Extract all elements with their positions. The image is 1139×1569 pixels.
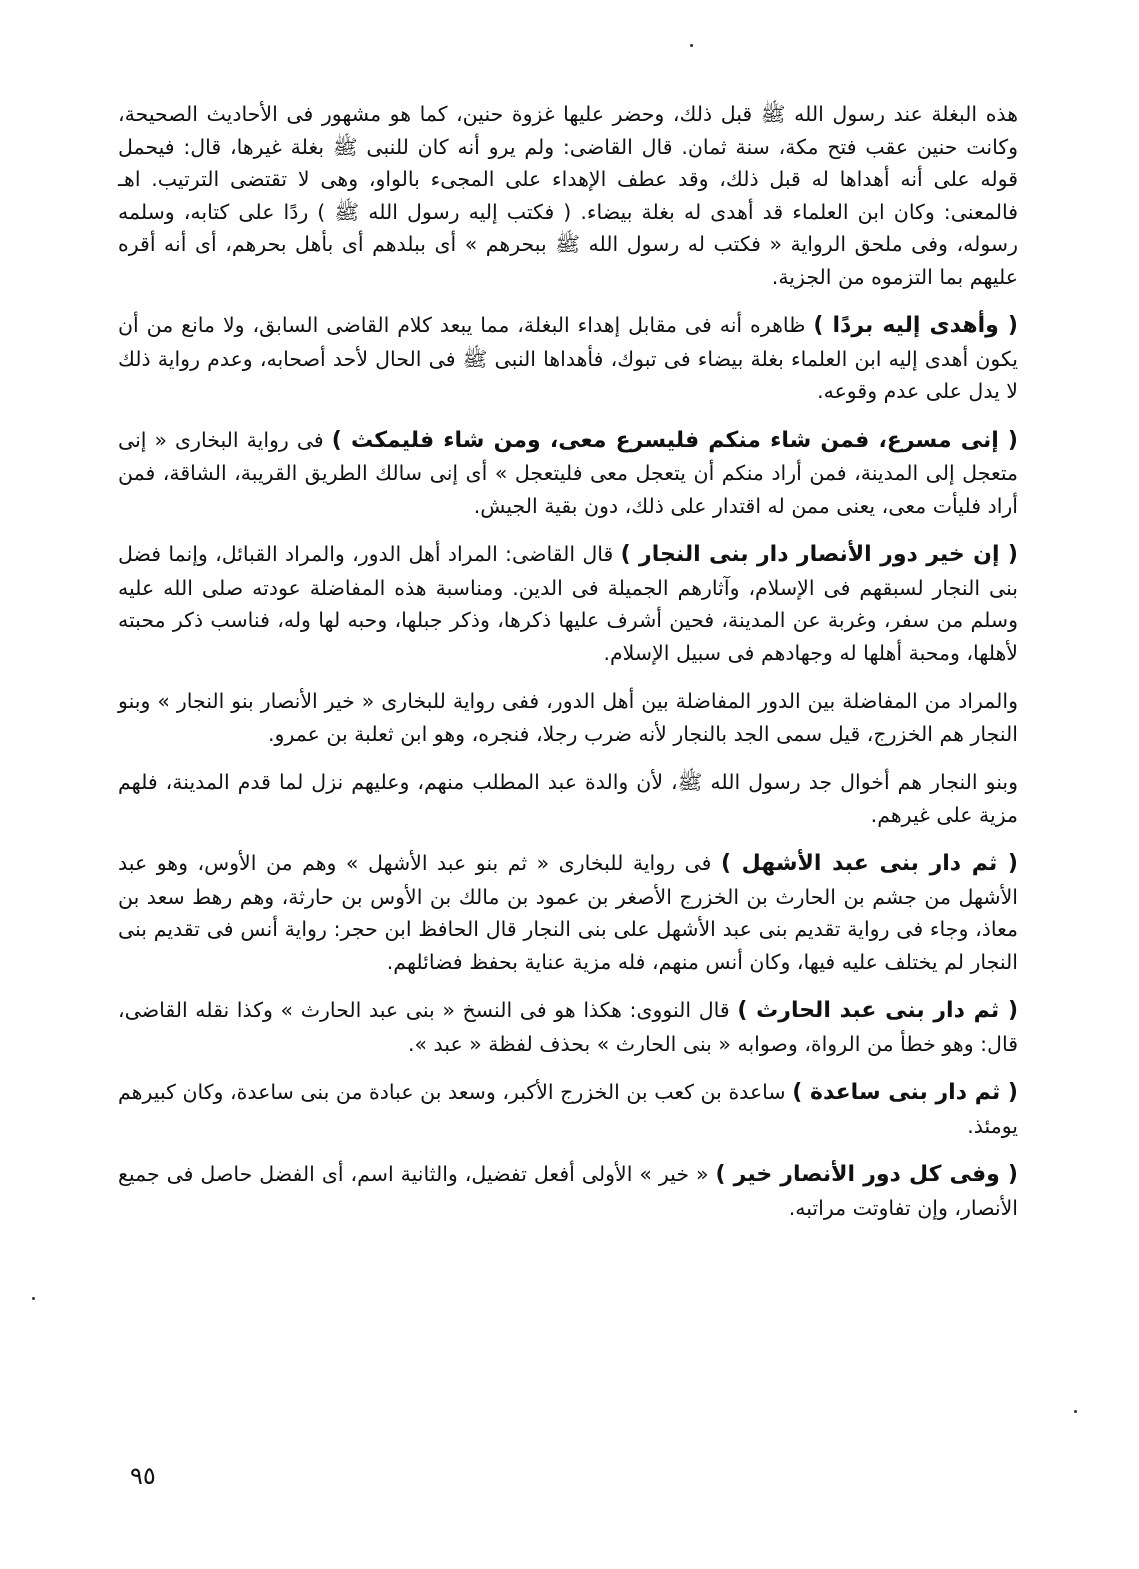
paragraph-3 <box>118 424 1018 523</box>
paragraph-text: هذه البغلة عند رسول الله ﷺ قبل ذلك، وحضر عليها غزوة حنين، كما هو مشهور فى الأحاديث الصحيحة، وكانت حنين عقب فتح مكة، سنة ثمان. قال القاضى: ولم يرو أنه كان للنبى ﷺ بغلة غيرها، قال: فيحمل قوله على أنه أهداها له قبل ذلك، وقد عطف الإهداء على المجىء بالواو، وهى لا تقتضى الترتيب. اهـ فالمعنى: وكان ابن العلماء قد أهدى له بغلة بيضاء. ( فكتب إليه رسول الله ﷺ ) ردًا على كتابه، وسلمه رسوله، وفى ملحق الرواية « فكتب له رسول الله ﷺ ببحرهم » أى ببلدهم أى بأهل بحرهم، أى أنه أقره عليهم بما التزموه من الجزية. <box>118 102 1018 289</box>
hadith-phrase: ( ثم دار بنى عبد الحارث ) <box>737 998 1018 1023</box>
hadith-phrase: ( وفى كل دور الأنصار خير ) <box>715 1162 1018 1187</box>
paragraph-1 <box>118 98 1018 293</box>
paragraph-text: قال النووى: هكذا هو فى النسخ « بنى عبد الحارث » وكذا نقله القاضى، قال: وهو خطأ من الرواة، وصوابه « بنى الحارث » بحذف لفظة « عبد ». <box>118 998 1018 1056</box>
page-number: ٩٥ <box>130 1462 156 1490</box>
paragraph-text: فى رواية للبخارى « ثم بنو عبد الأشهل » وهم من الأوس، وهو عبد الأشهل من جشم بن الحارث بن الخزرج الأصغر بن عمود بن مالك بن الأوس بن حارثة، وهم رهط سعد بن معاذ، وجاء فى رواية تقديم بنى عبد الأشهل على بنى النجار قال الحافظ ابن حجر: رواية أنس فى تقديم بنى النجار لم يختلف عليه فيها، وكان أنس منهم، فله مزية عناية بحفظ فضائلهم. <box>118 851 1018 974</box>
hadith-phrase: ( إنى مسرع، فمن شاء منكم فليسرع معى، ومن شاء فليمكث ) <box>331 427 1018 453</box>
scan-speck <box>1074 1410 1077 1413</box>
page-body <box>118 98 1018 1240</box>
paragraph-6 <box>118 766 1018 831</box>
scan-speck <box>32 1297 35 1300</box>
hadith-phrase: ( وأهدى إليه بردًا ) <box>813 313 1018 338</box>
paragraph-text: فى رواية البخارى « إنى متعجل إلى المدينة، فمن أراد منكم أن يتعجل معى فليتعجل » أى إنى سالك الطريق القريبة، الشاقة، فمن أراد فليأت معى، يعنى ممن له اقتدار على ذلك، دون بقية الجيش. <box>118 427 1018 518</box>
paragraph-8 <box>118 994 1018 1060</box>
paragraph-9 <box>118 1076 1018 1142</box>
paragraph-text: ظاهره أنه فى مقابل إهداء البغلة، مما يبعد كلام القاضى السابق، ولا مانع من أن يكون أهدى إليه ابن العلماء بغلة بيضاء فى تبوك، فأهداها النبى ﷺ فى الحال لأحد أصحابه، وعدم رواية ذلك لا يدل على عدم وقوعه. <box>118 313 1018 403</box>
paragraph-10 <box>118 1158 1018 1224</box>
scan-speck <box>690 44 693 47</box>
paragraph-text: قال القاضى: المراد أهل الدور، والمراد القبائل، وإنما فضل بنى النجار لسبقهم فى الإسلام، وآثارهم الجميلة فى الدين. ومناسبة هذه المفاضلة عودته صلى الله عليه وسلم من سفر، وغربة عن المدينة، فحين أشرف عليها ذكرها، وذكر جبلها، وحبه لها وله، فناسب ذكر محبته لأهلها، ومحبة أهلها له وجهادهم فى سبيل الإسلام. <box>118 542 1018 665</box>
hadith-phrase: ( إن خير دور الأنصار دار بنى النجار ) <box>620 542 1018 567</box>
paragraph-2 <box>118 309 1018 408</box>
paragraph-7 <box>118 847 1018 978</box>
paragraph-text: « خير » الأولى أفعل تفضيل، والثانية اسم، أى الفضل حاصل فى جميع الأنصار، وإن تفاوتت مراتبه. <box>118 1162 1018 1220</box>
paragraph-text: ساعدة بن كعب بن الخزرج الأكبر، وسعد بن عبادة من بنى ساعدة، وكان كبيرهم يومئذ. <box>118 1080 1018 1138</box>
hadith-phrase: ( ثم دار بنى عبد الأشهل ) <box>720 851 1018 876</box>
paragraph-4 <box>118 538 1018 669</box>
paragraph-text: وبنو النجار هم أخوال جد رسول الله ﷺ، لأن والدة عبد المطلب منهم، وعليهم نزل لما قدم المدينة، فلهم مزية على غيرهم. <box>118 770 1018 827</box>
hadith-phrase: ( ثم دار بنى ساعدة ) <box>792 1080 1018 1105</box>
paragraph-text: والمراد من المفاضلة بين الدور المفاضلة بين أهل الدور، ففى رواية للبخارى « خير الأنصار بنو النجار » وبنو النجار هم الخزرج، قيل سمى الجد بالنجار لأنه ضرب رجلا، فنجره، وهو ابن ثعلبة بن عمرو. <box>118 689 1018 746</box>
paragraph-5 <box>118 685 1018 750</box>
